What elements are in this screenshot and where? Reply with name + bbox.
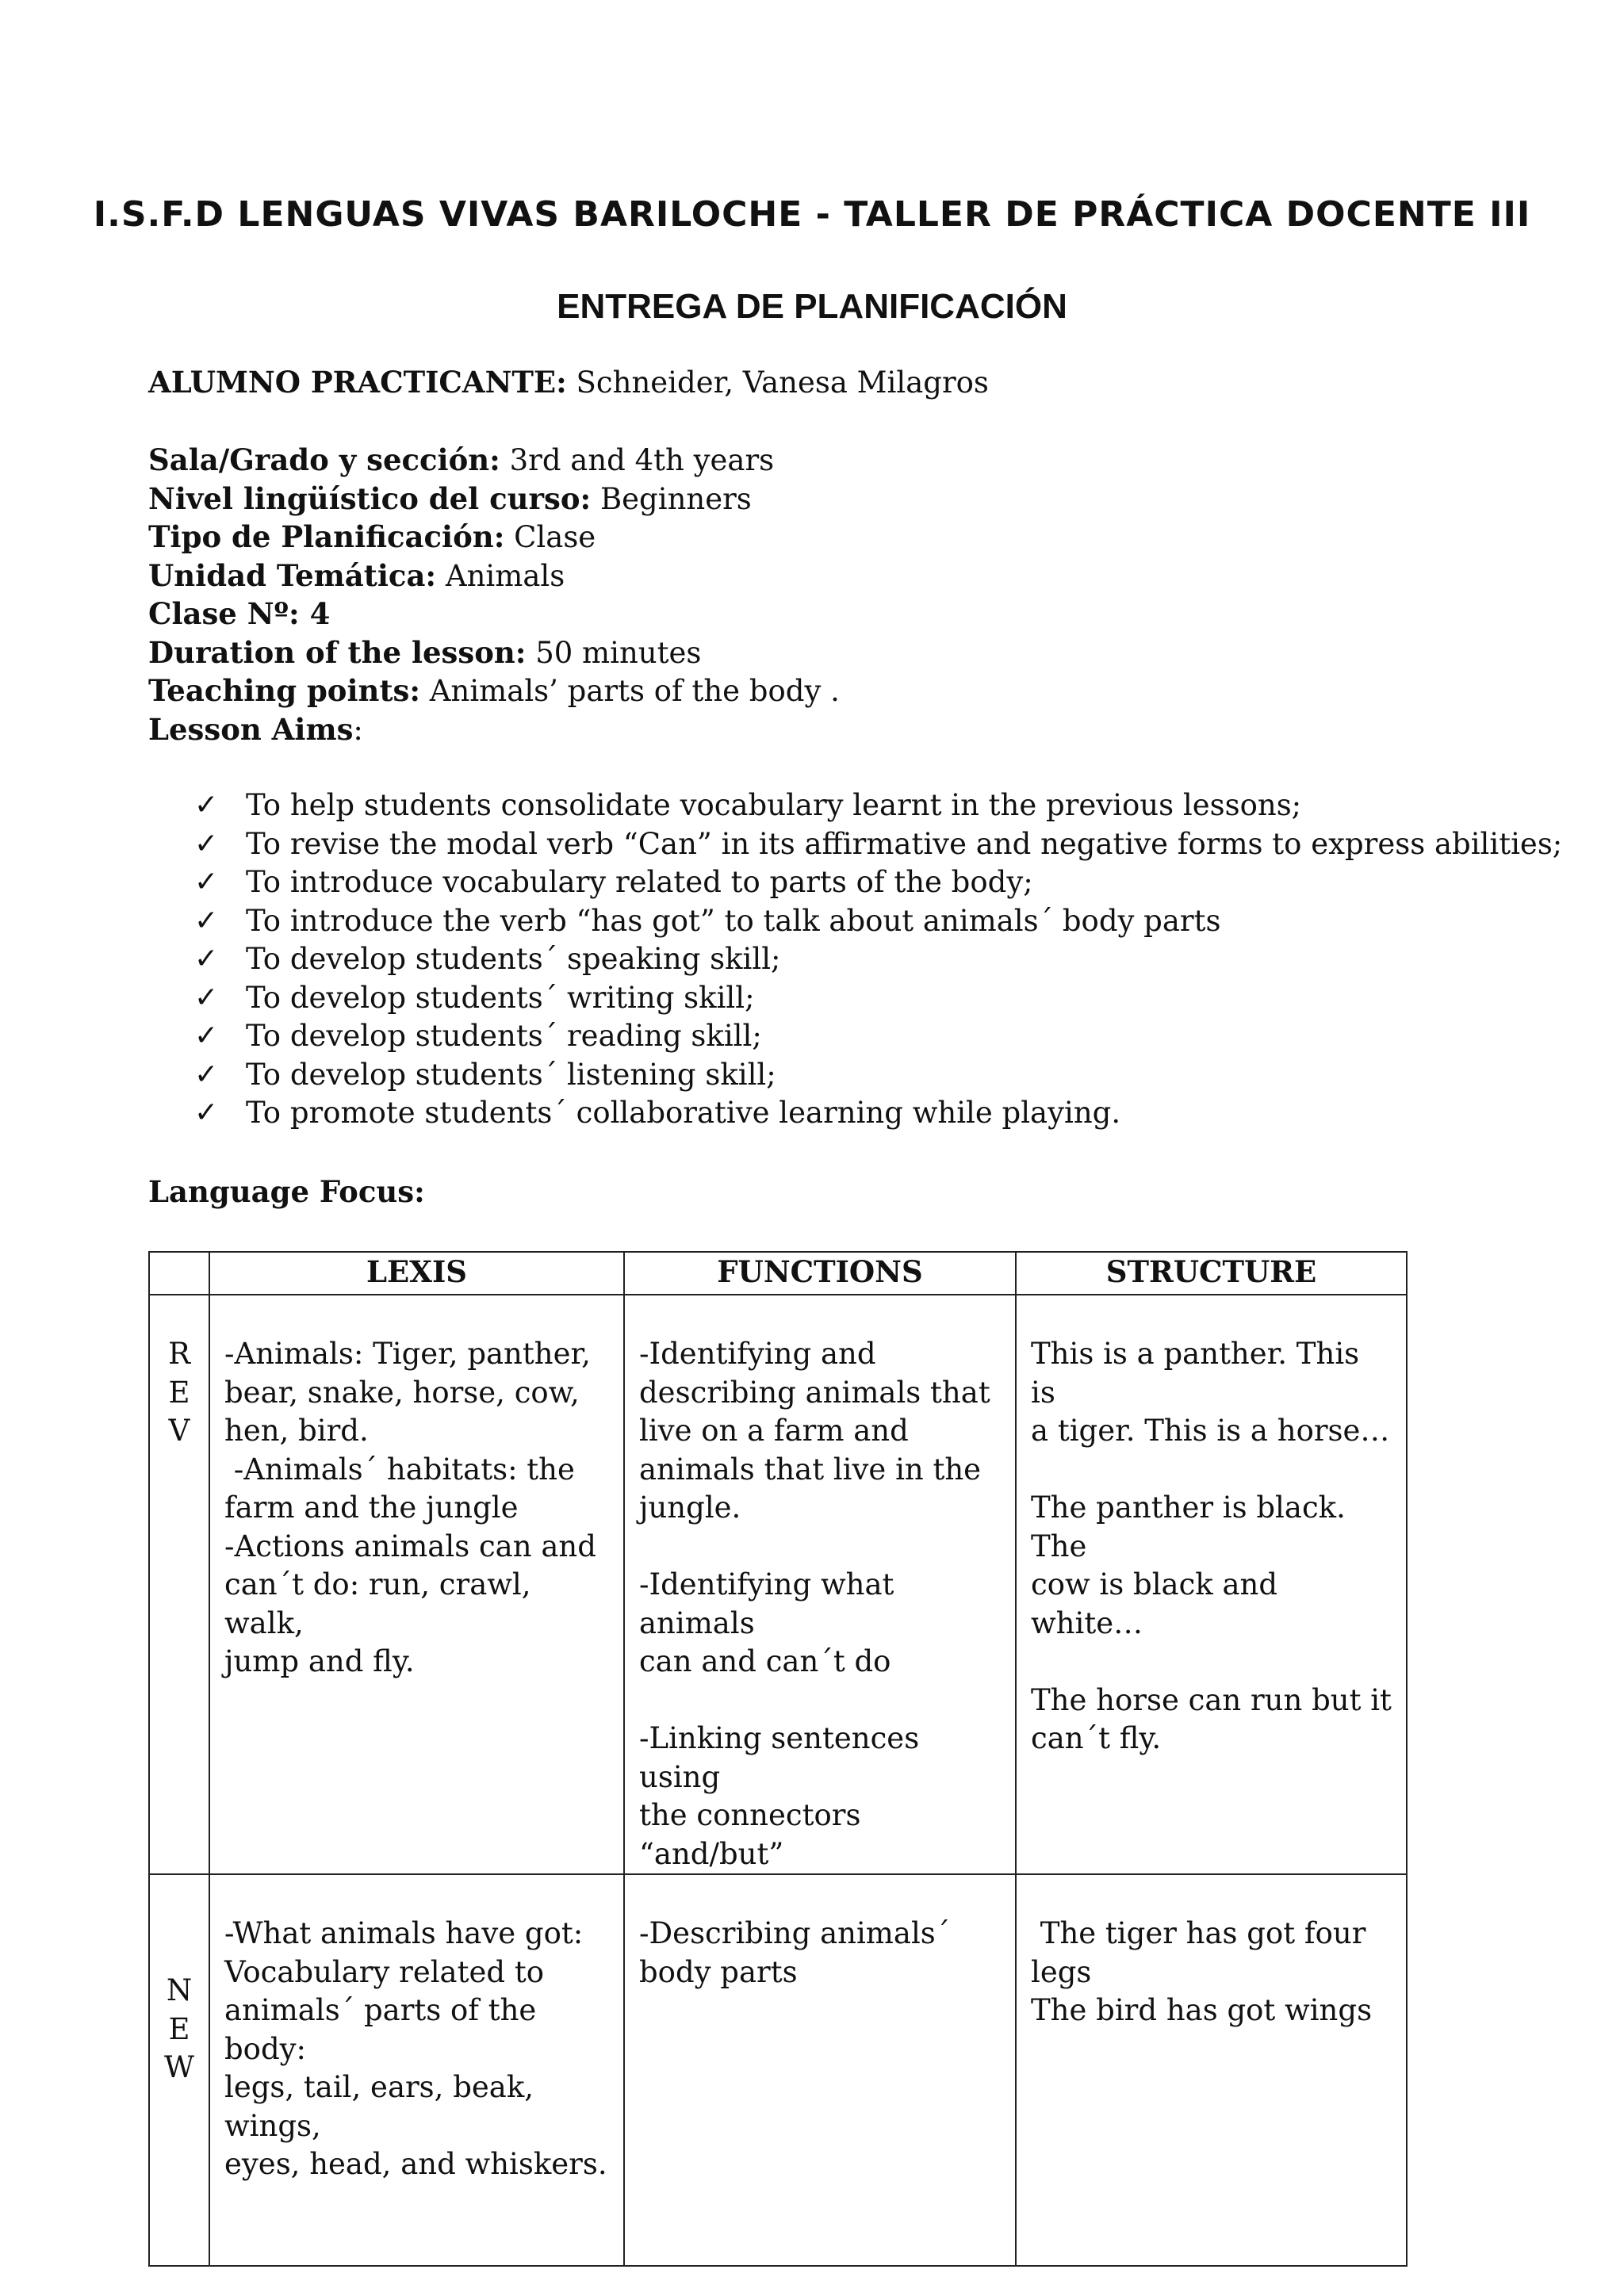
row-label-letter: V bbox=[168, 1414, 190, 1448]
row-label-letter: E bbox=[168, 2011, 190, 2046]
aim-text: To develop students´ reading skill; bbox=[246, 1019, 762, 1053]
student-field bbox=[148, 363, 989, 402]
cell-line: describing animals that bbox=[639, 1375, 990, 1410]
cell-line: The panther is black. The bbox=[1031, 1490, 1346, 1563]
checkmark-icon: ✓ bbox=[194, 1058, 219, 1091]
aim-text: To develop students´ listening skill; bbox=[246, 1057, 776, 1092]
cell-line: This is a panther. This is bbox=[1031, 1337, 1360, 1410]
aim-item bbox=[194, 940, 1562, 979]
aim-text: To develop students´ writing skill; bbox=[246, 980, 755, 1015]
level-field bbox=[148, 480, 752, 519]
cell-line: animals that live in the bbox=[639, 1452, 982, 1487]
aim-text: To help students consolidate vocabulary learnt in the previous lessons; bbox=[246, 788, 1302, 822]
cell-line: bear, snake, horse, cow, bbox=[224, 1375, 580, 1410]
teaching-points-value: Animals’ parts of the body . bbox=[420, 674, 840, 708]
class-number-field bbox=[148, 595, 330, 633]
language-focus-title: Language Focus: bbox=[148, 1174, 425, 1209]
checkmark-icon: ✓ bbox=[194, 1020, 219, 1052]
cell-line: eyes, head, and whiskers. bbox=[224, 2147, 607, 2181]
cell-line: the connectors “and/but” bbox=[639, 1798, 861, 1871]
review-functions-cell bbox=[624, 1295, 1016, 1874]
duration-field bbox=[148, 633, 701, 672]
type-label: Tipo de Planificación: bbox=[148, 519, 505, 554]
cell-spacer bbox=[1031, 1643, 1392, 1682]
teaching-points-label: Teaching points: bbox=[148, 673, 421, 708]
institution-title: I.S.F.D LENGUAS VIVAS BARILOCHE - TALLER DE PRÁCTICA DOCENTE III bbox=[93, 194, 1531, 235]
type-field bbox=[148, 518, 596, 557]
aim-text: To develop students´ speaking skill; bbox=[246, 942, 781, 976]
cell-line: body parts bbox=[639, 1954, 798, 1989]
row-label-letter: N bbox=[166, 1973, 193, 2007]
cell-line: animals´ parts of the body: bbox=[224, 1993, 537, 2066]
new-functions-cell bbox=[624, 1874, 1016, 2266]
aim-item bbox=[194, 1056, 1562, 1095]
row-label-rev bbox=[149, 1295, 209, 1874]
cell-spacer bbox=[639, 1682, 1001, 1720]
cell-line: jump and fly. bbox=[224, 1644, 415, 1678]
lesson-aims-list bbox=[194, 786, 1562, 1133]
review-structure-cell bbox=[1016, 1295, 1407, 1874]
lesson-aims-colon: : bbox=[353, 712, 363, 747]
aim-text: To promote students´ collaborative learning while playing. bbox=[246, 1096, 1121, 1130]
student-value: Schneider, Vanesa Milagros bbox=[566, 365, 989, 400]
cell-line: hen, bird. bbox=[224, 1414, 369, 1448]
row-label-letter: R bbox=[168, 1337, 190, 1371]
grade-field bbox=[148, 441, 774, 480]
duration-value: 50 minutes bbox=[526, 635, 702, 670]
aim-item bbox=[194, 979, 1562, 1018]
checkmark-icon: ✓ bbox=[194, 1096, 219, 1129]
aim-item bbox=[194, 786, 1562, 825]
type-value: Clase bbox=[504, 520, 596, 554]
checkmark-icon: ✓ bbox=[194, 789, 219, 821]
cell-line: -Linking sentences using bbox=[639, 1721, 920, 1794]
row-label-new bbox=[149, 1874, 209, 2266]
unit-label: Unidad Temática: bbox=[148, 557, 437, 593]
cell-line: -Identifying and bbox=[639, 1337, 876, 1371]
grade-value: 3rd and 4th years bbox=[500, 443, 775, 477]
aim-text: To revise the modal verb “Can” in its affirmative and negative forms to express abilities; bbox=[246, 826, 1563, 861]
cell-line: live on a farm and bbox=[639, 1414, 909, 1448]
cell-line: -Describing animals´ bbox=[639, 1916, 951, 1950]
teaching-points-field bbox=[148, 672, 840, 710]
duration-label: Duration of the lesson: bbox=[148, 634, 527, 670]
aim-item bbox=[194, 825, 1562, 864]
cell-spacer bbox=[1031, 1451, 1392, 1490]
cell-line: -Actions animals can and bbox=[224, 1529, 596, 1563]
cell-line: can and can´t do bbox=[639, 1644, 891, 1678]
unit-value: Animals bbox=[436, 558, 565, 593]
cell-line: cow is black and white… bbox=[1031, 1567, 1278, 1640]
cell-line: The tiger has got four bbox=[1031, 1916, 1366, 1950]
cell-line: The horse can run but it bbox=[1031, 1682, 1392, 1717]
aim-item bbox=[194, 863, 1562, 902]
row-label-letter: E bbox=[168, 1375, 190, 1410]
table-header-row bbox=[149, 1252, 1407, 1295]
cell-line: farm and the jungle bbox=[224, 1490, 519, 1525]
aim-item bbox=[194, 1094, 1562, 1133]
table-header-functions: FUNCTIONS bbox=[624, 1252, 1016, 1295]
aim-item bbox=[194, 902, 1562, 941]
checkmark-icon: ✓ bbox=[194, 866, 219, 898]
cell-line: jungle. bbox=[639, 1490, 741, 1525]
language-focus-table bbox=[148, 1251, 1408, 2267]
table-row-new bbox=[149, 1874, 1407, 2266]
cell-line: legs bbox=[1031, 1954, 1092, 1989]
lesson-aims-label: Lesson Aims bbox=[148, 711, 354, 747]
checkmark-icon: ✓ bbox=[194, 904, 219, 937]
table-header-lexis: LEXIS bbox=[209, 1252, 624, 1295]
cell-line: can´t do: run, crawl, walk, bbox=[224, 1567, 531, 1640]
cell-line: Vocabulary related to bbox=[224, 1954, 544, 1989]
grade-label: Sala/Grado y sección: bbox=[148, 442, 500, 477]
class-number-label: Clase Nº: 4 bbox=[148, 596, 331, 631]
cell-line: a tiger. This is a horse… bbox=[1031, 1414, 1390, 1448]
aim-text: To introduce the verb “has got” to talk about animals´ body parts bbox=[246, 903, 1221, 938]
aim-text: To introduce vocabulary related to parts of the body; bbox=[246, 865, 1033, 899]
document-subtitle: ENTREGA DE PLANIFICACIÓN bbox=[557, 287, 1067, 326]
cell-line: can´t fly. bbox=[1031, 1721, 1162, 1755]
table-row-review bbox=[149, 1295, 1407, 1874]
cell-line: -Identifying what animals bbox=[639, 1567, 894, 1640]
checkmark-icon: ✓ bbox=[194, 827, 219, 860]
student-label: ALUMNO PRACTICANTE: bbox=[148, 365, 567, 400]
new-lexis-cell bbox=[209, 1874, 624, 2266]
cell-line: -Animals´ habitats: the bbox=[224, 1452, 575, 1487]
cell-line: -Animals: Tiger, panther, bbox=[224, 1337, 591, 1371]
cell-line: legs, tail, ears, beak, wings, bbox=[224, 2070, 534, 2143]
checkmark-icon: ✓ bbox=[194, 943, 219, 975]
cell-line: -What animals have got: bbox=[224, 1916, 584, 1950]
lesson-aims-field bbox=[148, 710, 363, 749]
table-header-structure: STRUCTURE bbox=[1016, 1252, 1407, 1295]
level-label: Nivel lingüístico del curso: bbox=[148, 480, 592, 516]
unit-field bbox=[148, 557, 565, 595]
checkmark-icon: ✓ bbox=[194, 981, 219, 1014]
cell-spacer bbox=[639, 1528, 1001, 1567]
review-lexis-cell bbox=[209, 1295, 624, 1874]
level-value: Beginners bbox=[591, 481, 752, 516]
row-label-letter: W bbox=[163, 2050, 195, 2084]
cell-line: The bird has got wings bbox=[1031, 1993, 1373, 2027]
table-header-corner bbox=[149, 1252, 209, 1295]
new-structure-cell bbox=[1016, 1874, 1407, 2266]
aim-item bbox=[194, 1017, 1562, 1056]
